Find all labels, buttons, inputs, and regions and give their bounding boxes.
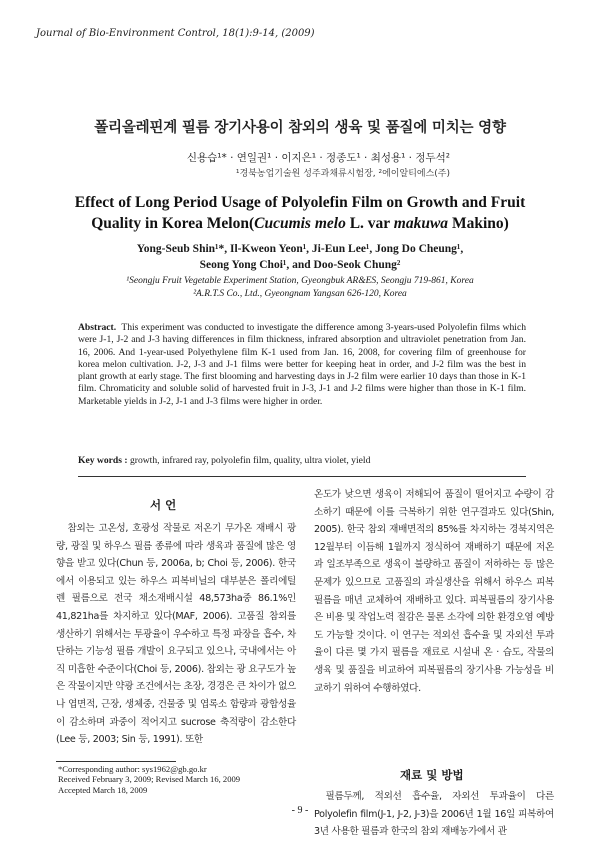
english-authors-line1: Yong-Seub Shin¹*, Il-Kweon Yeon¹, Ji-Eun Lee¹, Jong Do Cheung¹, xyxy=(136,243,464,255)
english-affiliation-line2: ²A.R.T.S Co., Ltd., Gyeongnam Yangsan 626-120, Korea xyxy=(193,289,407,299)
english-title xyxy=(0,192,600,234)
title-variety: makuwa xyxy=(393,215,449,232)
keywords-text: growth, infrared ray, polyolefin film, quality, ultra violet, yield xyxy=(129,455,371,466)
keywords xyxy=(78,455,538,466)
abstract xyxy=(78,322,526,408)
abstract-text: This experiment was conducted to investigate the difference among 3-years-used Polyolefin films which were J-1, J-2 and J-3 having differences in film thickness, infrared absorption and ultraviolet penetration from Jan. 16, 2006. And 1-year-used Polyethylene film K-1 used from Jan. 16, 2008, for covering film of greenhouse for korea melon cultivation. J-2, J-3 and J-1 films were better for keeping heat in order, and J-2 film was the best in plant growth at early stage. The first blooming and harvesting days in J-2 film were earlier 10 days than those in K-1 film. Chromaticity and soluble solid of harvested fruit in J-3, J-1 and J-2 films were higher than those in K-1 film. Marketable yields in J-2, J-1 and J-3 films were higher in order. xyxy=(78,322,527,407)
english-title-line2 xyxy=(0,213,600,234)
title-suffix: Makino) xyxy=(448,215,509,232)
right-column-top xyxy=(314,486,554,697)
intro-paragraph: 참외는 고온성, 호광성 작물로 저온기 무가온 재배시 광량, 광질 및 하우스 필름 종류에 따라 생육과 품질에 많은 영향을 받고 있다(Chun 등, 2006a, b; Choi 등, 2006). 한국에서 이용되고 있는 하우스 피복비닐의 대부분은 폴리에틸렌 필름으로 전국 채소재배시설 48,573ha중 86.1%인 41,821ha를 차지하고 있다(MAF, 2006). 고품질 참외를 생산하기 위해서는 투광율이 우수하고 특정 파장을 흡수, 차단하는 기능성 필름 개발이 요구되고 있으나, 국내에서는 아직 미흡한 수준이다(Choi 등, 2006). 참외는 광 요구도가 높은 작물이지만 약광 조건에서는 초장, 경경은 큰 차이가 없으나 엽면적, 근장, 생체중, 건물중 및 엽록소 함량과 광합성율이 감소하며 과중이 적어지고 sucrose 축적량이 감소한다(Lee 등, 2003; Sin 등, 1991). 또한 xyxy=(56,523,296,746)
methods-heading: 재료 및 방법 xyxy=(400,768,464,782)
english-authors-line2: Seong Yong Choi¹, and Doo-Seok Chung² xyxy=(199,259,401,271)
korean-affiliation: ¹경북농업기술원 성주과채류시험장, ²에이알티에스(주) xyxy=(235,169,450,179)
keywords-label: Key words : xyxy=(78,455,128,466)
abstract-label: Abstract. xyxy=(78,322,117,333)
english-title-line1: Effect of Long Period Usage of Polyolefin Film on Growth and Fruit xyxy=(74,194,526,211)
footnote xyxy=(58,764,240,795)
english-authors xyxy=(0,241,600,273)
journal-citation: Journal of Bio-Environment Control, 18(1):9-14, (2009) xyxy=(36,28,315,39)
english-affiliation xyxy=(0,275,600,301)
methods-paragraph: 필름두께, 적외선 흡수율, 자외선 투과율이 다른 Polyolefin film(J-1, J-2, J-3)을 2006년 1월 16일 피복하여 3년 사용한 필름과 한국의 참외 재배농가에서 관 xyxy=(314,791,554,838)
section-divider xyxy=(78,476,526,477)
footnote-received: Received February 3, 2009; Revised March 16, 2009 xyxy=(58,774,241,785)
footnote-corresponding: *Corresponding author: sys1962@gb.go.kr xyxy=(58,764,207,774)
footnote-accepted: Accepted March 18, 2009 xyxy=(58,784,148,795)
title-species: Cucumis melo xyxy=(254,215,346,232)
english-affiliation-line1: ¹Seongju Fruit Vegetable Experiment Station, Gyeongbuk AR&ES, Seongju 719-861, Korea xyxy=(126,276,474,286)
korean-authors: 신용습¹* · 연일권¹ · 이지은¹ · 정종도¹ · 최성용¹ · 정두석² xyxy=(186,152,450,164)
footnote-rule xyxy=(56,761,176,762)
korean-title: 폴리올레핀계 필름 장기사용이 참외의 생육 및 품질에 미치는 영향 xyxy=(94,120,506,136)
intro-heading: 서 언 xyxy=(150,498,177,512)
page-number: - 9 - xyxy=(291,805,309,816)
left-column xyxy=(56,520,296,749)
intro-paragraph-continued: 온도가 낮으면 생육이 저해되어 품질이 떨어지고 수량이 감소하기 때문에 이를 극복하기 위한 연구결과도 있다(Shin, 2005). 한국 참외 재배면적의 85%를 차지하는 경북지역은 12월부터 이듬해 1월까지 정식하여 재배하기 때문에 저온과 일조부족으로 생육이 불량하고 품질이 저하하는 등 많은 문제가 있으므로 고품질의 과실생산을 위해서 하우스 피복필름을 매년 교체하여 재배하고 있다. 피복필름의 장기사용은 비용 및 작업노력 절감은 물론 소각에 의한 환경오염 예방도 가능할 것이다. 이 연구는 적외선 흡수율 및 자외선 투과율이 다른 몇 가지 필름을 재료로 시설내 온 · 습도, 작물의 생육 및 품질을 비교하여 피복필름의 장기사용 가능성을 비교하기 위하여 수행하였다. xyxy=(314,489,554,694)
title-mid: L. var xyxy=(345,215,394,232)
title-prefix: Quality in Korea Melon( xyxy=(91,215,255,232)
